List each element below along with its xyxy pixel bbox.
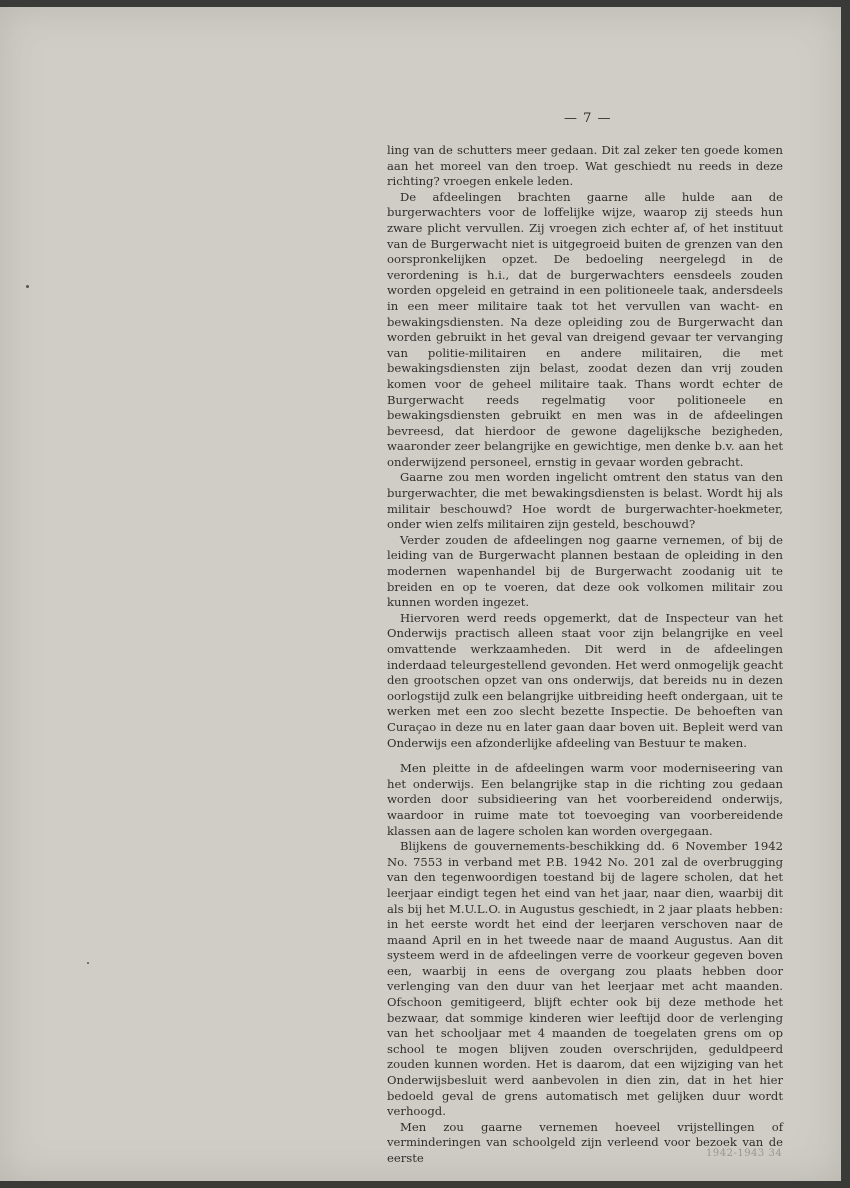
paragraph-4: Verder zouden de afdeelingen nog gaarne vernemen, of bij de leiding van de Burgerwacht plannen bestaan de opleiding in den modernen wapenhandel bij de Burgerwacht zoodanig uit te breiden en op te voeren, dat deze ook volkomen militair zou kunnen worden ingezet. xyxy=(387,532,783,610)
paper-speck xyxy=(26,285,29,288)
document-page xyxy=(0,7,841,1181)
paragraph-8: Men zou gaarne vernemen hoeveel vrijstellingen of verminderingen van schoolgeld zijn verleend voor bezoek van de eerste xyxy=(387,1119,783,1165)
page-number: — 7 — xyxy=(564,111,612,126)
paragraph-6: Men pleitte in de afdeelingen warm voor moderniseering van het onderwijs. Een belangrijke stap in die richting zou gedaan worden door subsidieering van het voorbereidend onderwijs, waardoor in ruime mate tot toevoeging van voorbereidende klassen aan de lagere scholen kan worden overgegaan. xyxy=(387,761,783,838)
body-text xyxy=(387,143,783,1167)
paragraph-1: ling van de schutters meer gedaan. Dit zal zeker ten goede komen aan het moreel van den troep. Wat geschiedt nu reeds in deze richting? vroegen enkele leden. xyxy=(387,143,783,189)
paragraph-5: Hiervoren werd reeds opgemerkt, dat de Inspecteur van het Onderwijs practisch alleen staat voor zijn belangrijke en veel omvattende werkzaamheden. Dit werd in de afdeelingen inderdaad teleurgestellend gevonden. Het werd onmogelijk geacht den grootschen opzet van ons onderwijs, dat bereids nu in dezen oorlogstijd zulk een belangrijke uitbreiding heeft ondergaan, uit te werken met een zoo slecht bezette Inspectie. De behoeften van Curaçao in deze nu en later gaan daar boven uit. Bepleit werd van Onderwijs een afzonderlijke afdeeling van Bestuur te maken. xyxy=(387,610,783,750)
paper-speck xyxy=(87,962,89,964)
archive-reference: 1942-1943 34 xyxy=(706,1148,783,1159)
paragraph-7: Blijkens de gouvernements-beschikking dd. 6 November 1942 No. 7553 in verband met P.B. 1942 No. 201 zal de overbrugging van den tegenwoordigen toestand bij de lagere scholen, dat het leerjaar eindigt tegen het eind van het jaar, naar dien, waarbij dit als bij het M.U.L.O. in Augustus geschiedt, in 2 jaar plaats hebben: in het eerste wordt het eind der leerjaren verschoven naar de maand April en in het tweede naar de maand Augustus. Aan dit systeem werd in de afdeelingen verre de voorkeur gegeven boven een, waarbij in eens de overgang zou plaats hebben door verlenging van den duur van het leerjaar met acht maanden. Ofschoon gemitigeerd, blijft echter ook bij deze methode het bezwaar, dat sommige kinderen wier leeftijd door de verlenging van het schooljaar met 4 maanden de toegelaten grens om op school te mogen blijven zouden overschrijden, geduldpeerd zouden kunnen worden. Het is daarom, dat een wijziging van het Onderwijsbesluit werd aanbevolen in dien zin, dat in het hier bedoeld geval de grens automatisch met gelijken duur wordt verhoogd. xyxy=(387,839,783,1119)
paragraph-3: Gaarne zou men worden ingelicht omtrent den status van den burgerwachter, die met bewakingsdiensten is belast. Wordt hij als militair beschouwd? Hoe wordt de burgerwachter-hoekmeter, onder wien zelfs militairen zijn gesteld, beschouwd? xyxy=(387,470,783,532)
paragraph-2: De afdeelingen brachten gaarne alle hulde aan de burgerwachters voor de loffelijke wijze, waarop zij steeds hun zware plicht vervullen. Zij vroegen zich echter af, of het instituut van de Burgerwacht niet is uitgegroeid buiten de grenzen van den oorspronkelijken opzet. De bedoeling neergelegd in de verordening is h.i., dat de burgerwachters eensdeels zouden worden opgeleid en getraind in een politioneele taak, andersdeels in een meer militaire taak tot het vervullen van wacht- en bewakingsdiensten. Na deze opleiding zou de Burgerwacht dan worden gebruikt in het geval van dreigend gevaar ter vervanging van politie-militairen en andere militairen, die met bewakingsdiensten zijn belast, zoodat dezen dan vrij zouden komen voor de geheel militaire taak. Thans wordt echter de Burgerwacht reeds regelmatig voor politioneele en bewakingsdiensten gebruikt en men was in de afdeelingen bevreesd, dat hierdoor de gewone dagelijksche bezigheden, waaronder zeer belangrijke en gewichtige, men denke b.v. aan het onderwijzend personeel, ernstig in gevaar worden gebracht. xyxy=(387,189,783,469)
